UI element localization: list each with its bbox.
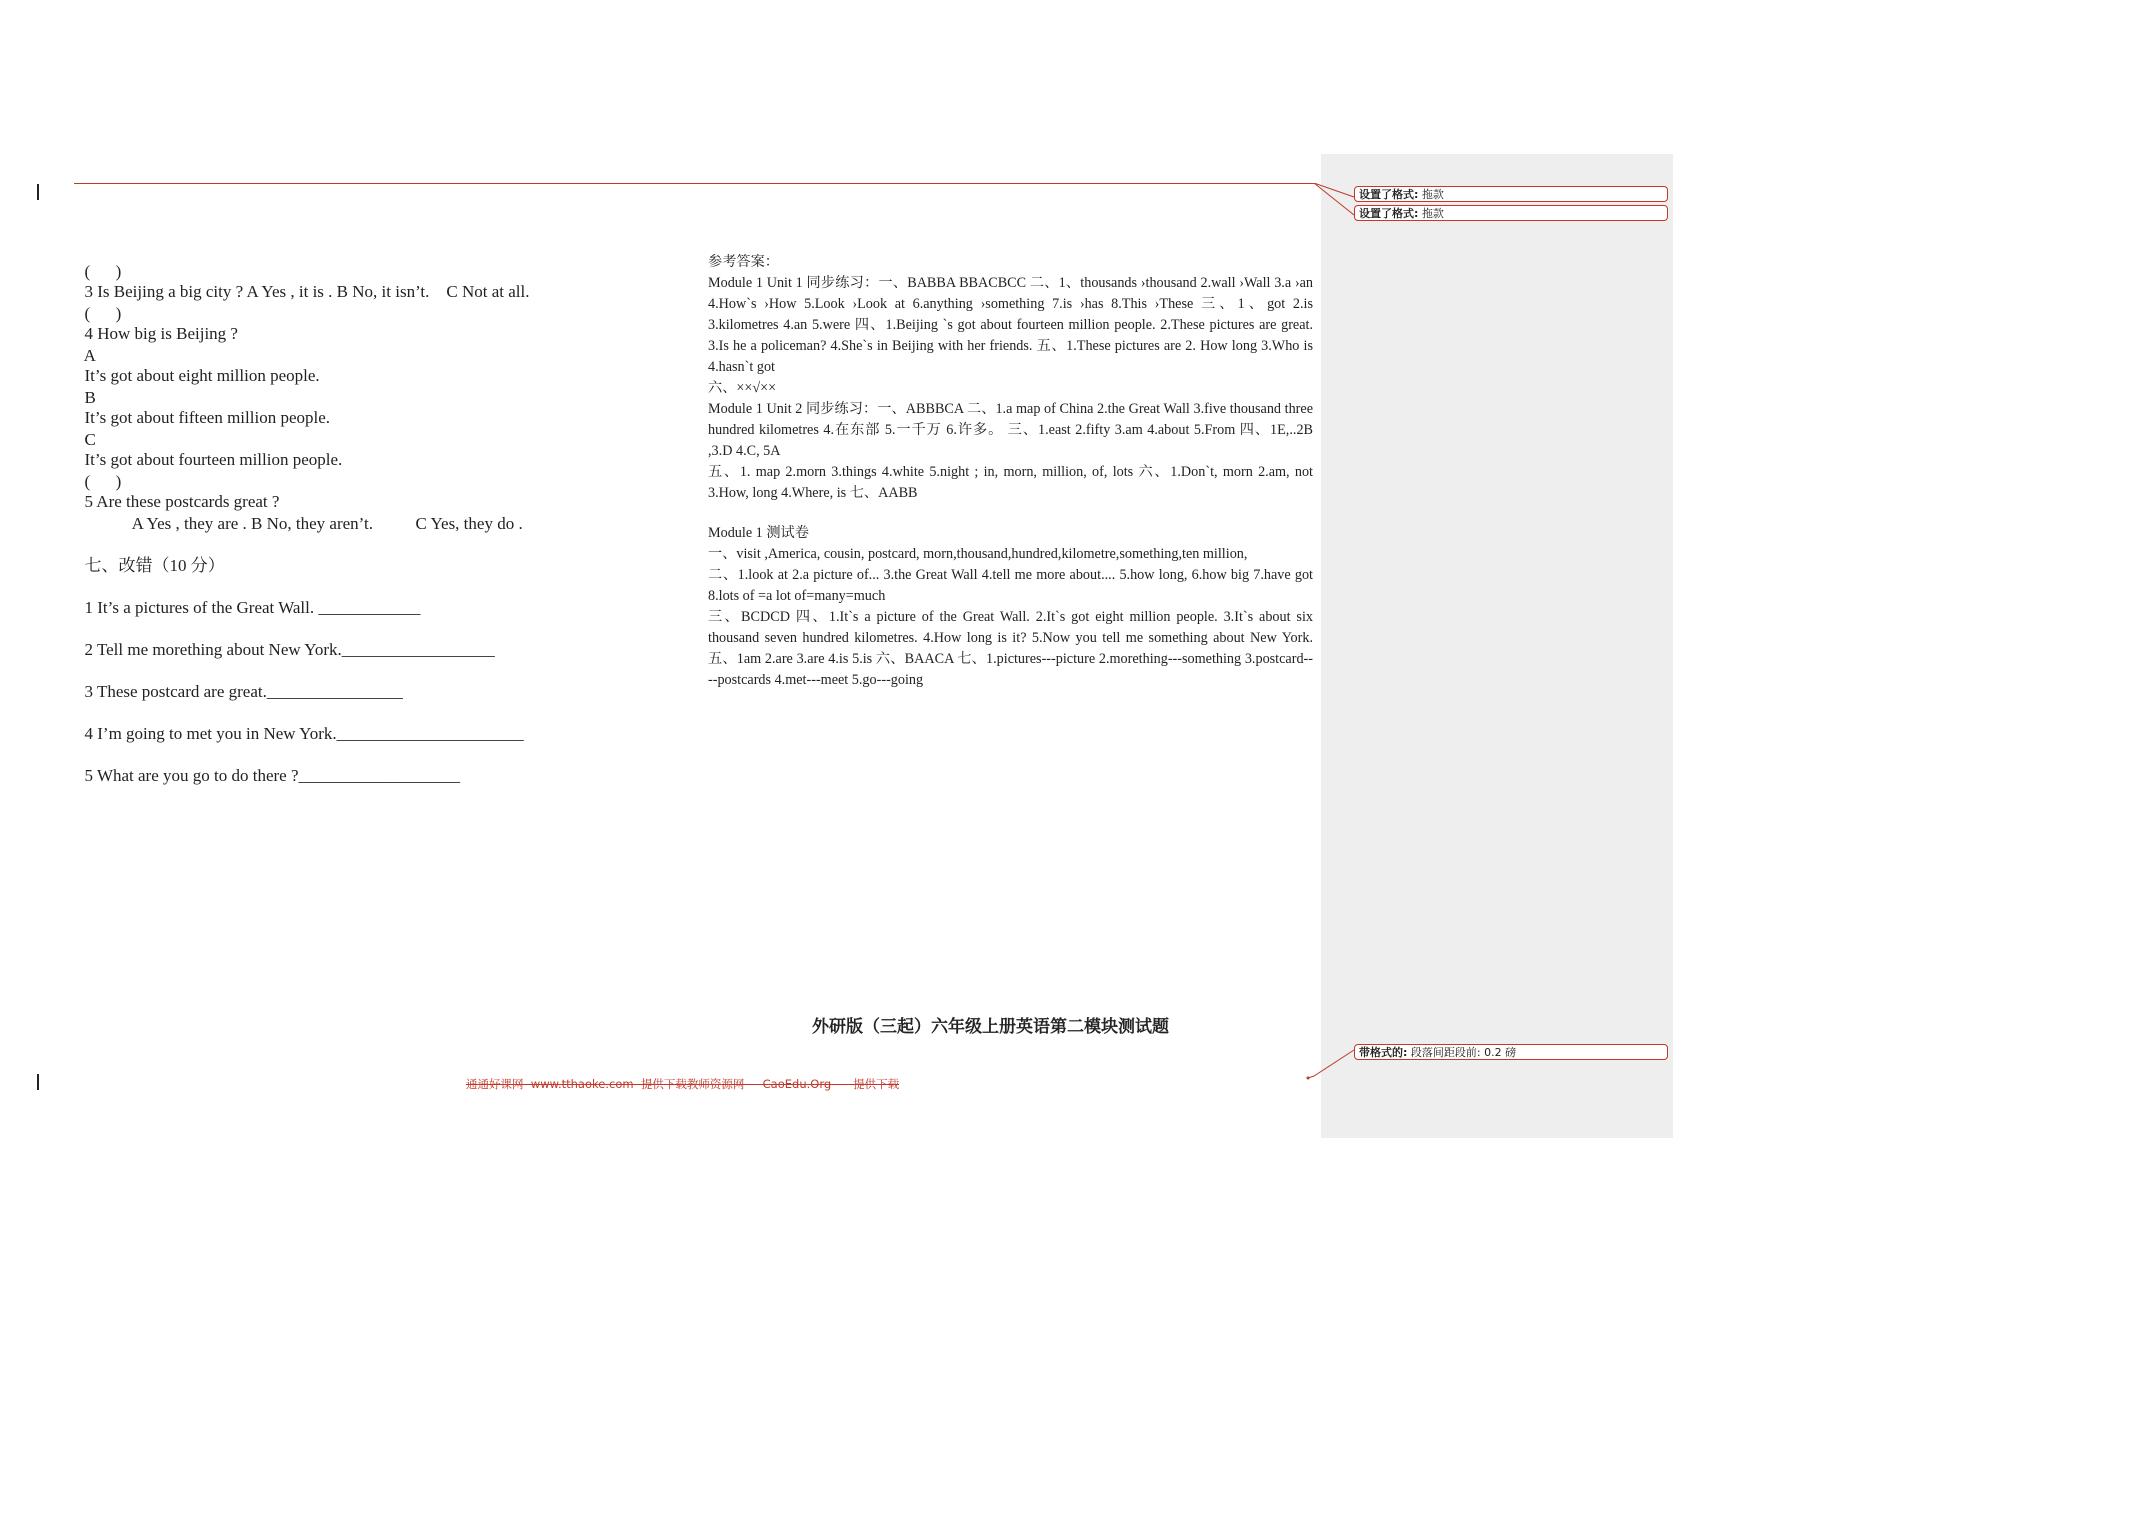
correction-item-5 bbox=[76, 746, 460, 786]
balloon-label: 带格式的: bbox=[1359, 1046, 1408, 1059]
option-text: It’s got about fourteen million people. bbox=[84, 450, 343, 469]
test-paragraph: 二、1.look at 2.a picture of... 3.the Great Wall 4.tell me more about.... 5.how long, 6.how big 7.have got 8.lots of =a lot of=many=much bbox=[708, 567, 1313, 604]
answer-paragraph: 六、××√×× bbox=[708, 380, 777, 396]
question-text: 4 How big is Beijing ? bbox=[84, 324, 238, 343]
question-5-options bbox=[124, 494, 523, 534]
review-pane bbox=[1321, 154, 1673, 1138]
change-connector bbox=[1310, 183, 1360, 223]
correction-item-1 bbox=[76, 578, 420, 618]
change-connector bbox=[1300, 1046, 1360, 1086]
option-letter: C bbox=[84, 430, 96, 449]
balloon-label: 设置了格式: bbox=[1359, 207, 1419, 220]
balloon-value: 拖款 bbox=[1421, 207, 1444, 220]
option-text: It’s got about eight million people. bbox=[84, 366, 320, 385]
section-heading bbox=[76, 536, 225, 576]
correction-item-4 bbox=[76, 704, 524, 744]
test-heading: Module 1 测试卷 bbox=[708, 525, 809, 541]
answer-paren: ( ) bbox=[84, 304, 122, 323]
correction-text: 2 Tell me morething about New York.__________________ bbox=[84, 640, 495, 659]
correction-text: 5 What are you go to do there ?___________________ bbox=[84, 766, 461, 785]
answer-key bbox=[708, 252, 1313, 691]
correction-text: 3 These postcard are great.________________ bbox=[84, 682, 403, 701]
balloon-label: 设置了格式: bbox=[1359, 188, 1419, 201]
balloon-value: 拖款 bbox=[1421, 188, 1444, 201]
section-title: 七、改错（10 分） bbox=[84, 556, 225, 575]
footer-deleted-text: 通通好课网 www.tthaoke.com 提供下载教师资源网 CaoEdu.Org 提供下载 bbox=[466, 1077, 900, 1091]
question-text: 3 Is Beijing a big city ? A Yes , it is . B No, it isn’t. C Not at all. bbox=[84, 282, 530, 301]
format-balloon-2[interactable] bbox=[1354, 205, 1668, 221]
test-paragraph: 三、BCDCD 四、1.It`s a picture of the Great Wall. 2.It`s got eight million people. 3.It`s about six thousand seven hundred kilometres. 4.How long is it? 5.Now you tell me something about New York. 五、1am 2.are 3.are 4.is 5.is 六、BAACA 七、1.pictures---picture 2.morething---something 3.postcard----postcards 4.met---meet 5.go---going bbox=[708, 609, 1313, 688]
answer-paren: ( ) bbox=[84, 262, 122, 281]
answer-paragraph: Module 1 Unit 2 同步练习：一、ABBBCA 二、1.a map of China 2.the Great Wall 3.five thousand three hundred kilometres 4.在东部 5.一千万 6.许多。 三、1.east 2.fifty 3.am 4.about 5.From 四、1E,..2B ,3.D 4.C, 5A bbox=[708, 401, 1313, 459]
answer-paren: ( ) bbox=[84, 472, 122, 491]
text-cursor bbox=[37, 184, 39, 200]
correction-item-3 bbox=[76, 662, 403, 702]
option-letter: B bbox=[84, 388, 96, 407]
format-balloon-3[interactable] bbox=[1354, 1044, 1668, 1060]
answer-paragraph: 五、1. map 2.morn 3.things 4.white 5.night ; in, morn, million, of, lots 六、1.Don`t, morn 2.am, not 3.How, long 4.Where, is 七、AABB bbox=[708, 464, 1313, 501]
correction-text: 4 I’m going to met you in New York.______________________ bbox=[84, 724, 524, 743]
correction-item-2 bbox=[76, 620, 495, 660]
option-letter: A bbox=[83, 346, 96, 365]
format-balloon-1[interactable] bbox=[1354, 186, 1668, 202]
option-text: It’s got about fifteen million people. bbox=[84, 408, 331, 427]
options-text: A Yes , they are . B No, they aren’t. C Yes, they do . bbox=[131, 514, 523, 533]
test-paragraph: 一、visit ,America, cousin, postcard, morn,thousand,hundred,kilometre,something,ten million, bbox=[708, 546, 1248, 562]
change-track-line bbox=[74, 183, 1314, 184]
question-text: 5 Are these postcards great ? bbox=[84, 492, 280, 511]
text-cursor bbox=[37, 1074, 39, 1090]
answer-paragraph: Module 1 Unit 1 同步练习：一、BABBA BBACBCC 二、1、thousands ›thousand 2.wall ›Wall 3.a ›an 4.How`s ›How 5.Look ›Look at 6.anything ›something 7.is ›has 8.This ›These 三、1、got 2.is 3.kilometres 4.an 5.were 四、1.Beijing `s got about fourteen million people. 2.These pictures are great. 3.Is he a policeman? 4.She`s in Beijing with her friends. 五、1.These pictures are 2. How long 3.Who is 4.hasn`t got bbox=[708, 275, 1313, 375]
balloon-value: 段落间距段前: 0.2 磅 bbox=[1410, 1046, 1517, 1059]
document-title: 外研版（三起）六年级上册英语第二模块测试题 bbox=[812, 1017, 1169, 1037]
answer-key-heading: 参考答案： bbox=[708, 254, 779, 270]
correction-text: 1 It’s a pictures of the Great Wall. ____________ bbox=[84, 598, 421, 617]
